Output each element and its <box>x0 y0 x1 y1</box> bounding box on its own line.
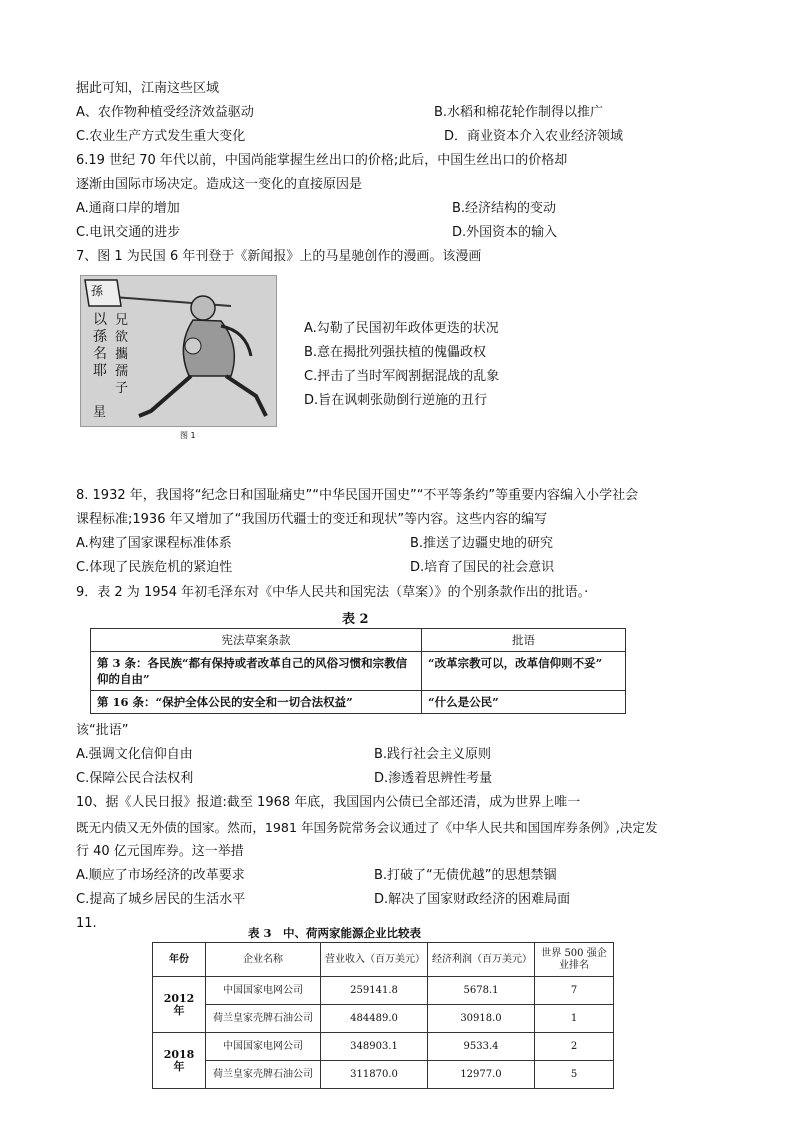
q11-number: 11. <box>76 916 97 931</box>
cartoon-figure-1 <box>80 275 277 427</box>
q9-option-b[interactable]: B.践行社会主义原则 <box>374 747 492 762</box>
table-row <box>153 1061 614 1089</box>
q9-option-d[interactable]: D.渗透着思辨性考量 <box>374 771 493 786</box>
table-cell: 2018 年 <box>153 1033 206 1089</box>
table-header-cell: 批语 <box>422 629 626 652</box>
cartoon-drawing <box>81 276 276 426</box>
table-row <box>153 1033 614 1061</box>
q6-option-b[interactable]: B.经济结构的变动 <box>452 201 557 216</box>
cartoon-flag-text: 孫 <box>91 284 104 298</box>
table-cell: 259141.8 <box>321 977 428 1005</box>
table-cell: “改革宗教可以，改革信仰则不妥” <box>422 652 626 691</box>
q10-option-c[interactable]: C.提高了城乡居民的生活水平 <box>76 892 246 907</box>
q10-stem-3: 行 40 亿元国库券。这一举措 <box>76 844 244 859</box>
q7-option-b[interactable]: B.意在揭批列强扶植的傀儡政权 <box>304 345 487 360</box>
table-header-cell: 世界 500 强企业排名 <box>535 943 614 977</box>
table-row <box>153 1005 614 1033</box>
q6-option-a[interactable]: A.通商口岸的增加 <box>76 201 180 216</box>
table-cell: 311870.0 <box>321 1061 428 1089</box>
table-cell: 中国国家电网公司 <box>206 1033 321 1061</box>
table-row <box>153 977 614 1005</box>
q5-option-b[interactable]: B.水稻和棉花轮作制得以推广 <box>434 105 604 120</box>
q8-option-c[interactable]: C.体现了民族危机的紧迫性 <box>76 560 233 575</box>
q8-option-d[interactable]: D.培育了国民的社会意识 <box>410 560 555 575</box>
q6-stem-1: 6.19 世纪 70 年代以前，中国尚能掌握生丝出口的价格;此后，中国生丝出口的价格却 <box>76 153 568 168</box>
q10-stem-2: 既无内债又无外债的国家。然而，1981 年国务院常务会议通过了《中华人民共和国国库券条例》,决定发 <box>76 820 658 835</box>
table-3 <box>152 942 614 1089</box>
table-cell: “什么是公民” <box>422 691 626 714</box>
table-cell: 484489.0 <box>321 1005 428 1033</box>
q6-option-c[interactable]: C.电讯交通的进步 <box>76 225 181 240</box>
q7-option-a[interactable]: A.勾勒了民国初年政体更迭的状况 <box>304 321 499 336</box>
table-header-cell: 年份 <box>153 943 206 977</box>
q10-option-d[interactable]: D.解决了国家财政经济的困难局面 <box>374 892 571 907</box>
q7-option-c[interactable]: C.抨击了当时军阀割据混战的乱象 <box>304 369 500 384</box>
table-3-title: 表 3 中、荷两家能源企业比较表 <box>248 926 422 940</box>
figure-1-caption: 图 1 <box>180 431 196 440</box>
table-row <box>91 691 626 714</box>
table-cell: 30918.0 <box>428 1005 535 1033</box>
table-cell: 荷兰皇家壳牌石油公司 <box>206 1061 321 1089</box>
table-2 <box>90 628 626 714</box>
q8-option-a[interactable]: A.构建了国家课程标准体系 <box>76 536 232 551</box>
q8-stem-1: 8. 1932 年，我国将“纪念日和国耻痛史”“中华民国开国史”“不平等条约”等重要内容编入小学社会 <box>76 488 639 503</box>
q9-prompt: 该“批语” <box>76 723 129 738</box>
table-row <box>91 652 626 691</box>
intro-text: 据此可知，江南这些区域 <box>76 81 220 96</box>
table-header-cell: 宪法草案条款 <box>91 629 422 652</box>
q9-option-a[interactable]: A.强调文化信仰自由 <box>76 747 193 762</box>
table-cell: 2 <box>535 1033 614 1061</box>
table-cell: 5678.1 <box>428 977 535 1005</box>
table-2-title: 表 2 <box>342 612 369 627</box>
q10-stem-1: 10、据《人民日报》报道:截至 1968 年底，我国国内公债已全部还清，成为世界上唯一 <box>76 795 581 810</box>
q5-option-d[interactable]: D．商业资本介入农业经济领域 <box>444 129 624 144</box>
table-row <box>153 943 614 977</box>
q8-stem-2: 课程标准;1936 年又增加了“我国历代疆士的变迁和现状”等内容。这些内容的编写 <box>76 512 548 527</box>
table-row <box>91 629 626 652</box>
table-cell: 348903.1 <box>321 1033 428 1061</box>
q7-option-d[interactable]: D.旨在讽刺张勋倒行逆施的丑行 <box>304 393 488 408</box>
table-cell: 第 16 条：“保护全体公民的安全和一切合法权益” <box>91 691 422 714</box>
table-cell: 中国国家电网公司 <box>206 977 321 1005</box>
table-header-cell: 营业收入（百万美元） <box>321 943 428 977</box>
q9-option-c[interactable]: C.保障公民合法权利 <box>76 771 194 786</box>
q8-option-b[interactable]: B.推送了边疆史地的研究 <box>410 536 554 551</box>
table-cell: 2012 年 <box>153 977 206 1033</box>
q5-option-c[interactable]: C.农业生产方式发生重大变化 <box>76 129 246 144</box>
cartoon-right-caption: 兄欲攜孺子 <box>115 313 129 396</box>
cartoon-seal: 星 <box>93 405 107 420</box>
table-cell: 第 3 条：各民族“都有保持或者改革自己的风俗习惯和宗教信仰的自由” <box>91 652 422 691</box>
q6-option-d[interactable]: D.外国资本的输入 <box>452 225 558 240</box>
q6-stem-2: 逐渐由国际市场决定。造成这一变化的直接原因是 <box>76 177 363 192</box>
table-header-cell: 企业名称 <box>206 943 321 977</box>
table-header-cell: 经济利润（百万美元） <box>428 943 535 977</box>
table-cell: 荷兰皇家壳牌石油公司 <box>206 1005 321 1033</box>
q10-option-a[interactable]: A.顺应了市场经济的改革要求 <box>76 868 245 883</box>
q7-stem: 7、图 1 为民国 6 年刊登于《新闻报》上的马星驰创作的漫画。该漫画 <box>76 249 482 264</box>
q10-option-b[interactable]: B.打破了“无债优越”的思想禁锢 <box>374 868 557 883</box>
cartoon-left-caption: 以孫名耶 <box>93 312 107 379</box>
table-cell: 1 <box>535 1005 614 1033</box>
table-cell: 12977.0 <box>428 1061 535 1089</box>
table-cell: 7 <box>535 977 614 1005</box>
q9-stem: 9．表 2 为 1954 年初毛泽东对《中华人民共和国宪法（草案）》的个别条款作出的批语。· <box>76 585 589 600</box>
table-cell: 9533.4 <box>428 1033 535 1061</box>
table-cell: 5 <box>535 1061 614 1089</box>
q5-option-a[interactable]: A、农作物种植受经济效益驱动 <box>76 105 254 120</box>
